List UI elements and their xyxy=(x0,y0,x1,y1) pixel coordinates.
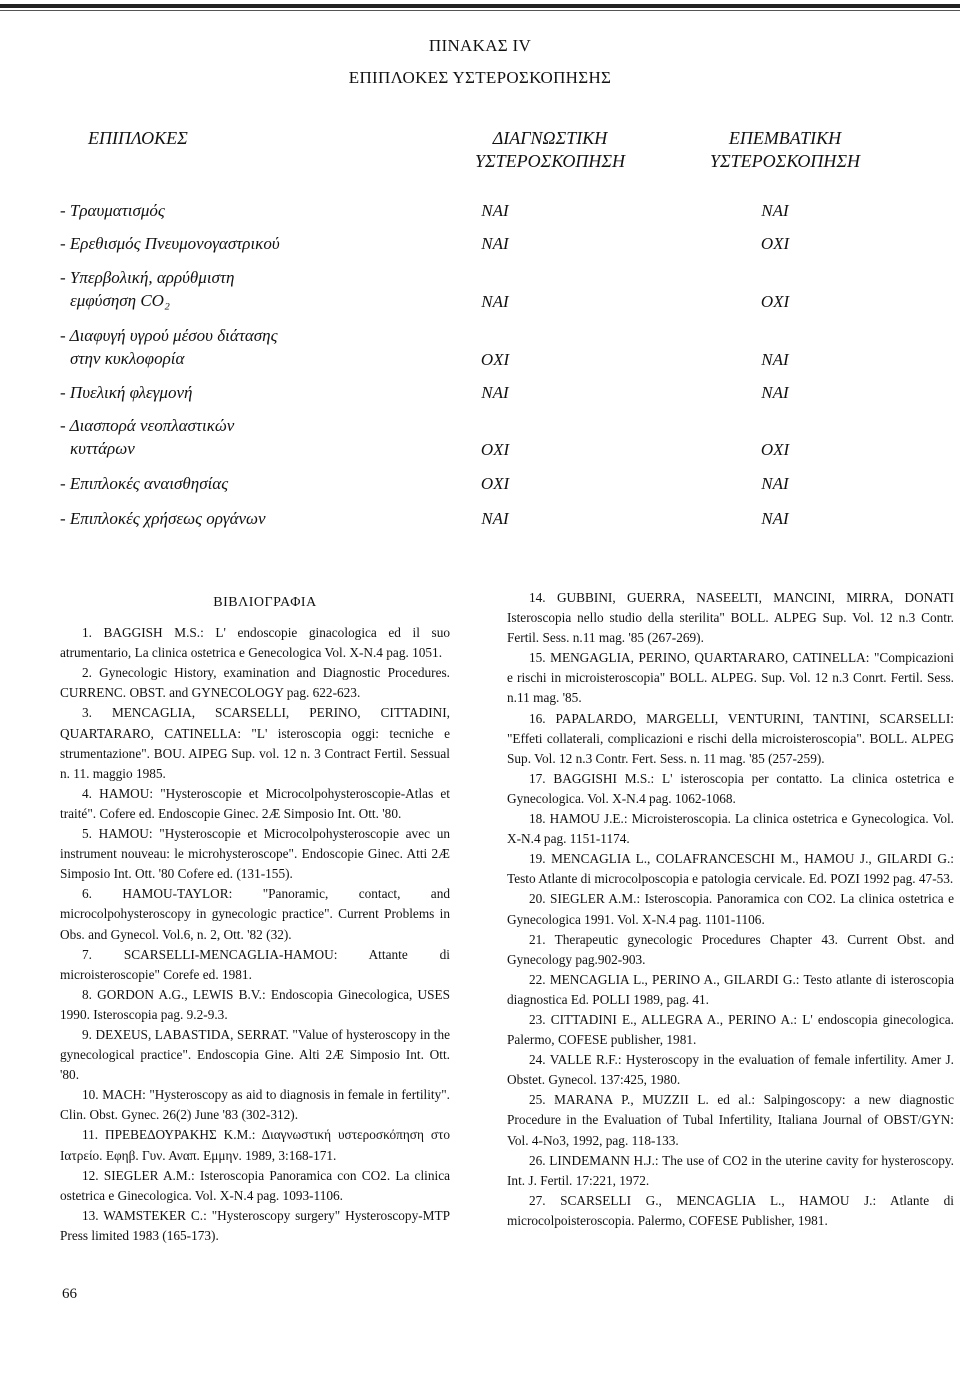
row-operative-value: ΝΑΙ xyxy=(761,383,789,402)
row-label-line1: - Τραυματισμός xyxy=(60,201,165,220)
reference-item: 9. DEXEUS, LABASTIDA, SERRAT. "Value of hysteroscopy in the gynecological practice". Endoscopia Gine. Alti 2Æ Simposio Int. Ott. '80. xyxy=(60,1026,450,1083)
bibliography-right-column xyxy=(507,588,954,1231)
bibliography-left-column xyxy=(60,593,450,1246)
reference-item: 19. MENCAGLIA L., COLAFRANCESCHI M., HAMOU J., GILARDI G.: Testo Atlante di microcolposcopia e patologia cervicale. Ed. POZI 1992 pag. 47-53. xyxy=(507,851,954,887)
row-operative-value: ΟΧΙ xyxy=(760,440,790,459)
column-header-complications: ΕΠΙΠΛΟΚΕΣ xyxy=(88,128,188,148)
reference-item: 13. WAMSTEKER C.: "Hysteroscopy surgery" Hysteroscopy-MTP Press limited 1983 (165-173). xyxy=(60,1207,450,1243)
reference-item: 11. ΠΡΕΒΕΔΟΥΡΑΚΗΣ Κ.Μ.: Διαγνωστική υστεροσκόπηση στο Ιατρείο. Εφηβ. Γυν. Αναπ. Εμμην. 1989, 3:168-171. xyxy=(60,1127,450,1163)
reference-item: 6. HAMOU-TAYLOR: "Panoramic, contact, and microcolpohysteroscopy in gynecologic practice". Current Problems in Obs. and Gynecol. Vol.6, n. 2, Ott. '82 (32). xyxy=(60,886,450,942)
row-operative-value: ΝΑΙ xyxy=(761,509,789,528)
row-label-line1: - Επιπλοκές αναισθησίας xyxy=(60,474,229,493)
row-label-line1: - Υπερβολική, αρρύθμιστη xyxy=(60,268,235,287)
column-header-operative xyxy=(670,127,900,173)
reference-item: 22. MENCAGLIA L., PERINO A., GILARDI G.: Testo atlante di isteroscopia diagnostica Ed. POLLI 1989, pag. 41. xyxy=(507,971,954,1007)
reference-item: 12. SIEGLER A.M.: Isteroscopia Panoramica con CO2. La clinica ostetrica e Ginecologica. Vol. X-N.4 pag. 1093-1106. xyxy=(60,1167,450,1203)
row-operative-value: ΝΑΙ xyxy=(761,350,789,369)
column-header-diagnostic-line1: ΔΙΑΓΝΩΣΤΙΚΗ xyxy=(492,128,608,148)
row-label-line1: - Διασπορά νεοπλαστικών xyxy=(60,416,235,435)
row-operative-value: ΟΧΙ xyxy=(760,292,790,311)
column-header-operative-line1: ΕΠΕΜΒΑΤΙΚΗ xyxy=(728,128,842,148)
row-label-line1: - Ερεθισμός Πνευμονογαστρικού xyxy=(60,234,280,253)
reference-item: 8. GORDON A.G., LEWIS B.V.: Endoscopia Ginecologica, USES 1990. Isteroscopia pag. 9.2-9.3. xyxy=(60,986,450,1022)
reference-item: 20. SIEGLER A.M.: Isteroscopia. Panoramica con CO2. La clinica ostetrica e Gynecologica 1991. Vol. X-N.4 pag. 1101-1106. xyxy=(507,891,954,927)
reference-item: 21. Therapeutic gynecologic Procedures Chapter 43. Current Obst. and Gynecology pag.902-903. xyxy=(507,931,954,967)
bibliography-heading: ΒΙΒΛΙΟΓΡΑΦΙΑ xyxy=(213,595,317,610)
row-diagnostic-value: ΝΑΙ xyxy=(481,383,509,402)
reference-item: 3. MENCAGLIA, SCARSELLI, PERINO, CITTADINI, QUARTARARO, CATINELLA: "L' isteroscopia oggi: tecniche e strumentazione". BOU. AIPEG Sup. vol. 12 n. 3 Contract Fertil. Sessual n. 11. maggio 1985. xyxy=(60,705,450,781)
row-diagnostic-value: ΝΑΙ xyxy=(481,234,509,253)
row-label xyxy=(60,324,390,370)
row-label-line1: - Επιπλοκές χρήσεως οργάνων xyxy=(60,509,266,528)
row-label xyxy=(60,199,390,222)
row-operative-value: ΟΧΙ xyxy=(760,234,790,253)
row-label xyxy=(60,232,390,255)
row-label xyxy=(60,266,390,312)
table-title: ΕΠΙΠΛΟΚΕΣ ΥΣΤΕΡΟΣΚΟΠΗΣΗΣ xyxy=(348,68,612,87)
reference-item: 4. HAMOU: "Hysteroscopie et Microcolpohysteroscopie-Atlas et traité". Cofere ed. Endoscopie Ginec. 2Æ Simposio Int. Ott. '80. xyxy=(60,785,450,821)
reference-item: 16. PAPALARDO, MARGELLI, VENTURINI, TANTINI, SCARSELLI: "Effeti collaterali, complicazioni e rischi della microisteroscopia". BOLL. ALPEG Sup. Vol. 12 n.3 Contr. Fert. Sess. n. 11 mag. '85 (257-259). xyxy=(507,710,954,766)
row-label-line2: στην κυκλοφορία xyxy=(70,349,185,368)
reference-item: 18. HAMOU J.E.: Microisteroscopia. La clinica ostetrica e Gynecologica. Vol. X-N.4 pag. 1151-1174. xyxy=(507,811,954,847)
reference-item: 14. GUBBINI, GUERRA, NASEELTI, MANCINI, MIRRA, DONATI Isteroscopia nello studio della sterilita" BOLL. ALPEG Sup. Vol. 12 n.3 Contr. Fertil. Sess. n.11 mag. '85 (267-269). xyxy=(507,590,954,646)
reference-item: 5. HAMOU: "Hysteroscopie et Microcolpohysteroscopie avec un instrument nouveau: le microhysteroscope". Endoscopie Ginec. Atti 2Æ Simposio Int. Ott. '80 Cofere ed. (131-155). xyxy=(60,826,450,882)
column-header-diagnostic-line2: ΥΣΤΕΡΟΣΚΟΠΗΣΗ xyxy=(474,151,626,171)
reference-item: 10. MACH: "Hysteroscopy as aid to diagnosis in female in fertility". Clin. Obst. Gynec. 26(2) June '83 (302-312). xyxy=(60,1087,450,1123)
reference-item: 7. SCARSELLI-MENCAGLIA-HAMOU: Attante di microisteroscopie" Corefe ed. 1981. xyxy=(60,946,450,982)
top-rule-thin xyxy=(0,10,960,11)
reference-item: 24. VALLE R.F.: Hysteroscopy in the evaluation of female infertility. Amer J. Obstet. Gynecol. 137:425, 1980. xyxy=(507,1052,954,1088)
row-diagnostic-value: ΟΧΙ xyxy=(480,440,510,459)
row-label-line1: - Διαφυγή υγρού μέσου διάτασης xyxy=(60,326,278,345)
row-diagnostic-value: ΝΑΙ xyxy=(481,201,509,220)
column-header-diagnostic xyxy=(430,127,670,173)
table-label: ΠΙΝΑΚΑΣ IV xyxy=(428,36,532,55)
row-label xyxy=(60,507,390,530)
row-diagnostic-value: ΟΧΙ xyxy=(480,350,510,369)
reference-item: 2. Gynecologic History, examination and Diagnostic Procedures. CURRENC. OBST. and GYNECOLOGY pag. 622-623. xyxy=(60,665,450,701)
row-label xyxy=(60,472,390,495)
reference-item: 25. MARANA P., MUZZII L. ed al.: Salpingoscopy: a new diagnostic Procedure in the Evaluation of Tubal Infertility, Italiana Journal of OBST/GYN: Vol. 4-No3, 1992, pag. 118-133. xyxy=(507,1092,954,1148)
reference-item: 15. MENGAGLIA, PERINO, QUARTARARO, CATINELLA: "Compicazioni e rischi in microisteroscopia" BOLL. ALPEG. Sup. Vol. 12 n.3 Conrt. Fertil. Sess. n.11 mag. '85. xyxy=(507,650,954,706)
row-diagnostic-value: ΝΑΙ xyxy=(481,292,509,311)
reference-item: 17. BAGGISHI M.S.: L' isteroscopia per contatto. La clinica ostetrica e Gynecologica. Vol. X-N.4 pag. 1062-1068. xyxy=(507,770,954,806)
reference-item: 23. CITTADINI E., ALLEGRA A., PERINO A.: L' endoscopia ginecologica. Palermo, COFESE publisher, 1981. xyxy=(507,1011,954,1048)
row-label-line2: κυττάρων xyxy=(70,439,135,458)
reference-item: 27. SCARSELLI G., MENCAGLIA L., HAMOU J.: Atlante di microcolpoisteroscopia. Palermo, COFESE Publisher, 1981. xyxy=(507,1192,954,1228)
row-label xyxy=(60,414,390,460)
row-diagnostic-value: ΝΑΙ xyxy=(481,509,509,528)
top-rule xyxy=(0,4,960,8)
row-label-line1: - Πυελική φλεγμονή xyxy=(60,383,193,402)
column-header-operative-line2: ΥΣΤΕΡΟΣΚΟΠΗΣΗ xyxy=(709,151,861,171)
row-label xyxy=(60,381,390,404)
row-diagnostic-value: ΟΧΙ xyxy=(480,474,510,493)
page-number: 66 xyxy=(62,1286,77,1302)
row-label-line2: εμφύσηση CO₂ xyxy=(70,291,170,310)
reference-item: 1. BAGGISH M.S.: L' endoscopie ginacologica ed il suo atrumentario, La clinica ostetrica e Genecologica Vol. X-N.4 pag. 1051. xyxy=(60,625,450,661)
row-operative-value: ΝΑΙ xyxy=(761,201,789,220)
row-operative-value: ΝΑΙ xyxy=(761,474,789,493)
reference-item: 26. LINDEMANN H.J.: The use of CO2 in the uterine cavity for hysteroscopy. Int. J. Fertil. 17:221, 1972. xyxy=(507,1152,954,1188)
